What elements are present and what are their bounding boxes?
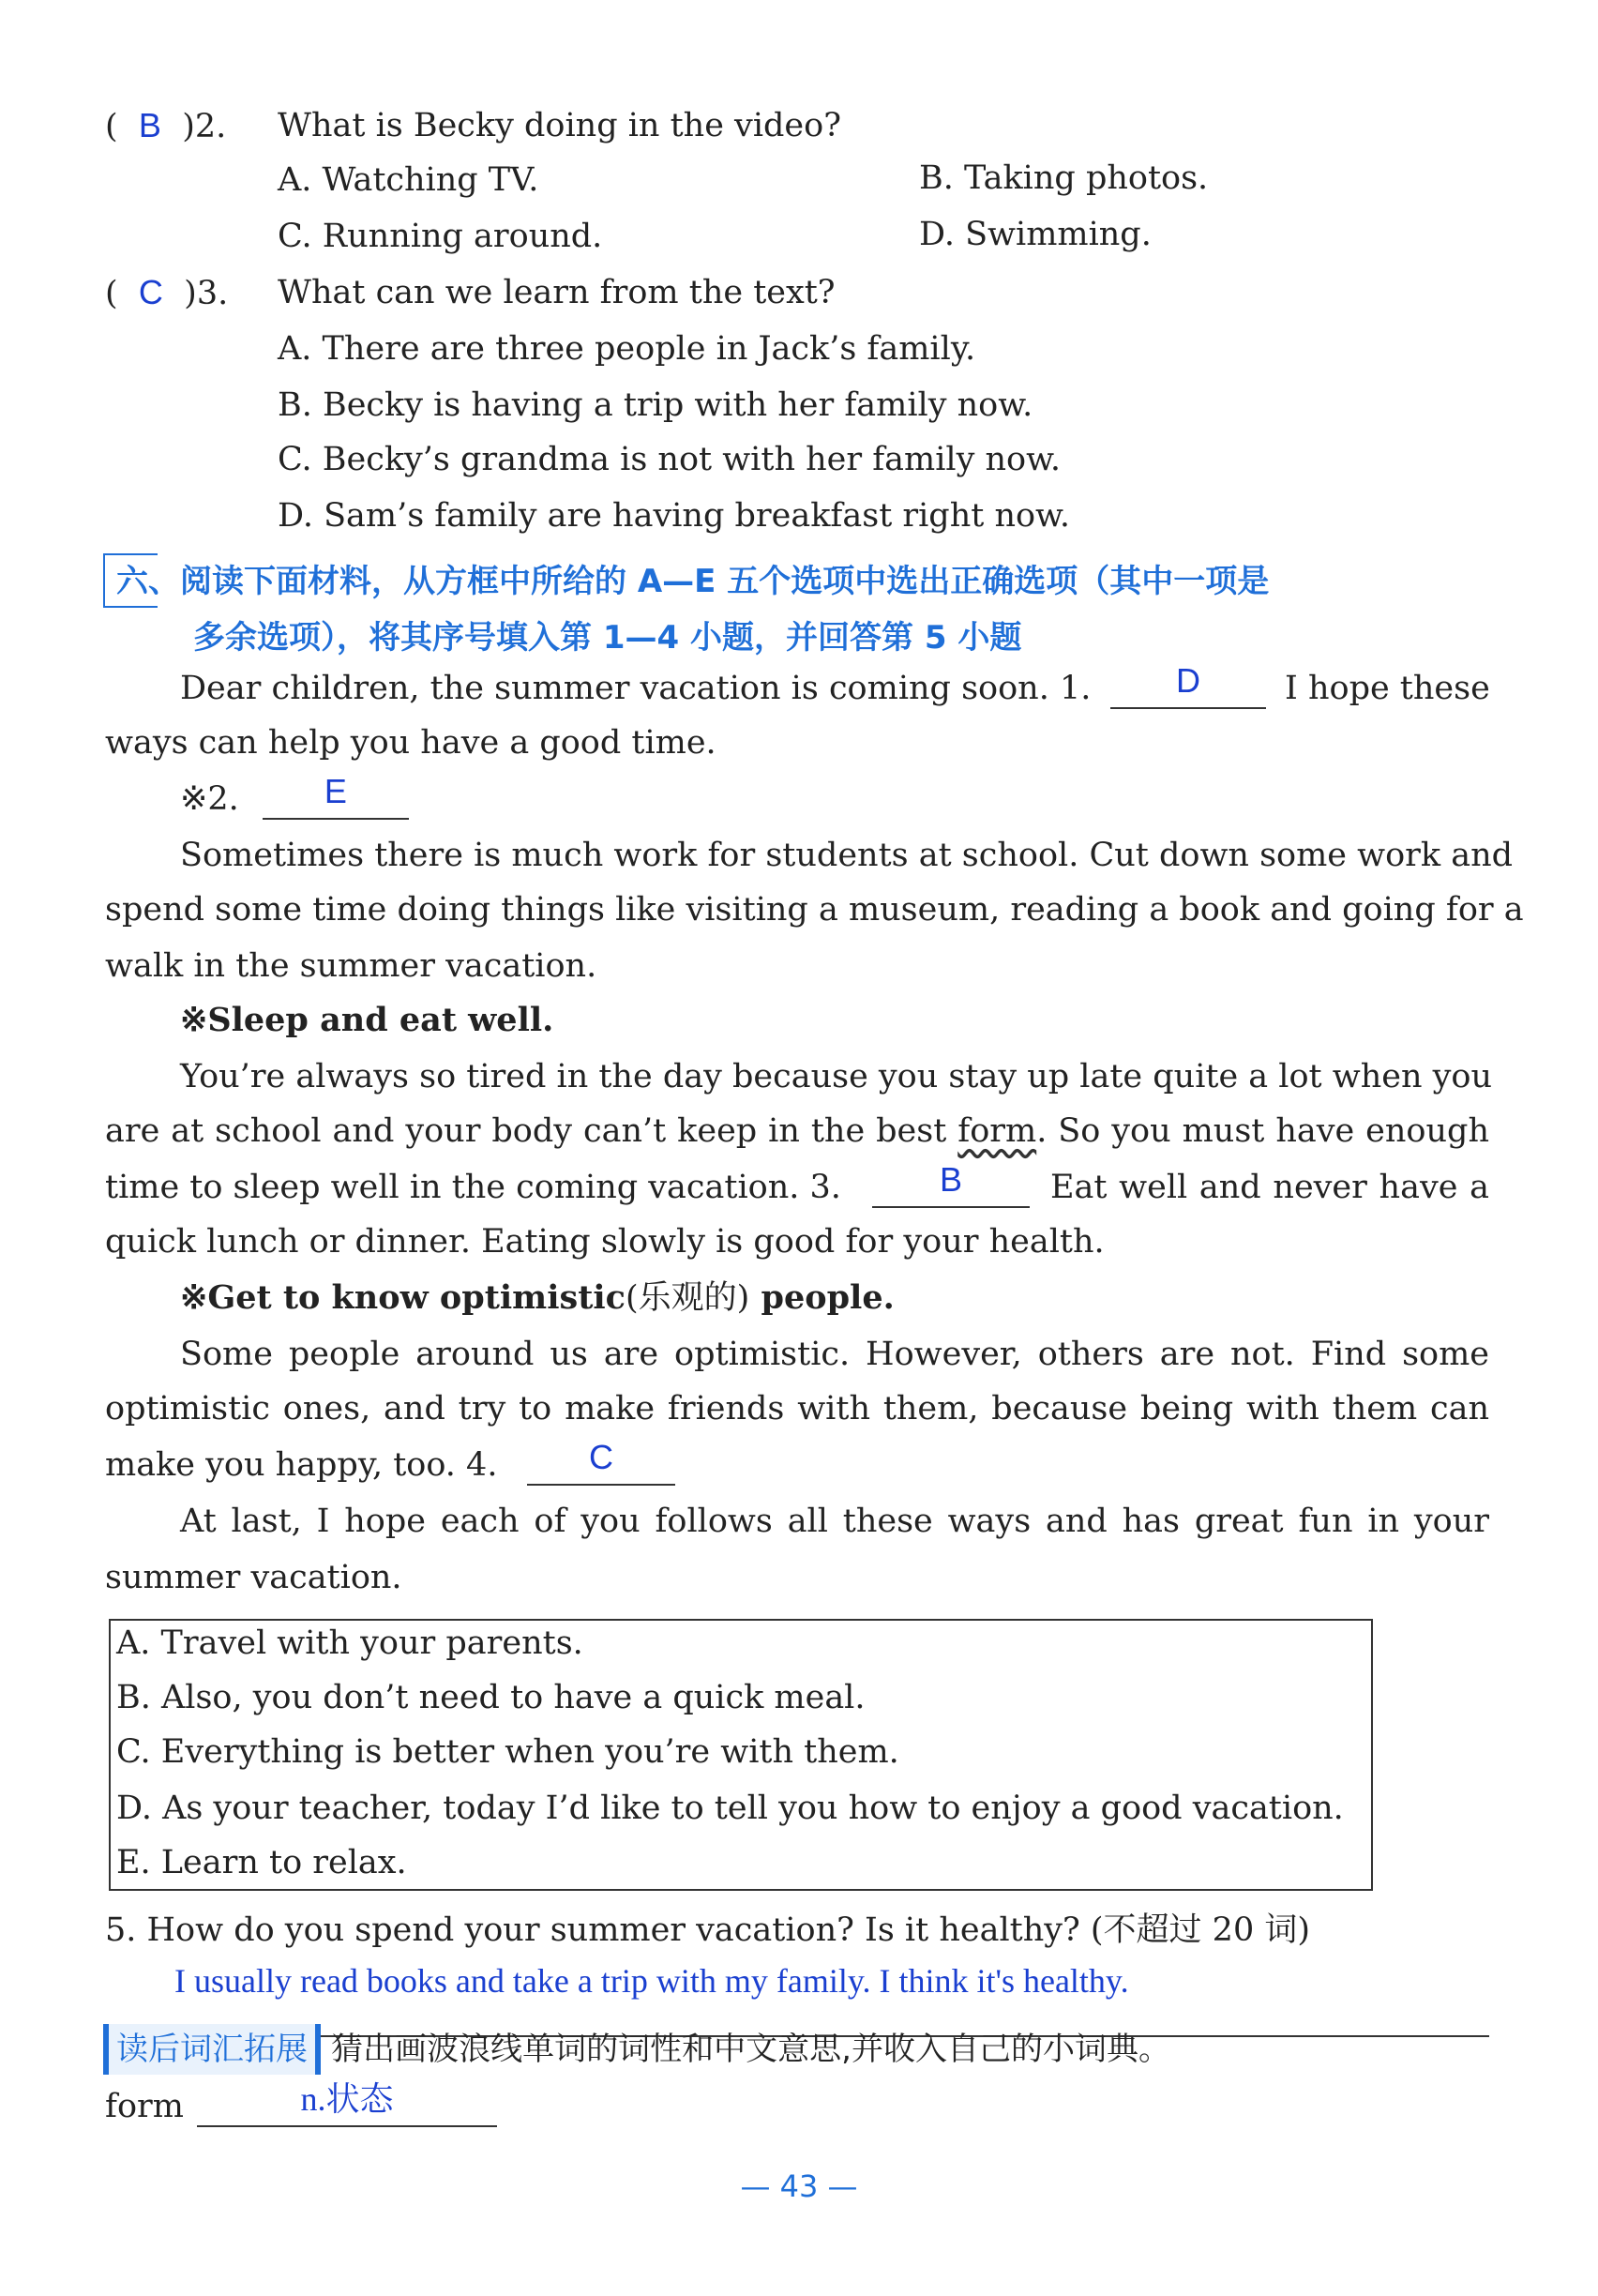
passage-line: Dear children, the summer vacation is coming soon. 1. — [180, 670, 1092, 707]
vocab-tag: 读后词汇拓展 — [103, 2024, 321, 2075]
answer-blank1: D — [1176, 661, 1200, 700]
passage-line: walk in the summer vacation. — [105, 947, 597, 985]
passage-line: quick lunch or dinner. Eating slowly is good for your health. — [105, 1223, 1105, 1261]
subheading-optimistic — [180, 1277, 895, 1319]
passage-line: Sometimes there is much work for students at school. Cut down some work and — [180, 837, 1514, 874]
passage-line: time to sleep well in the coming vacation. 3. — [105, 1169, 841, 1206]
text: people. — [761, 1278, 895, 1317]
option-c: C. Running around. — [278, 218, 603, 255]
option-box-c: C. Everything is better when you’re with them. — [116, 1733, 899, 1771]
blank-4 — [527, 1438, 675, 1486]
subheading-prefix: ※2. — [180, 780, 239, 818]
option-box-b: B. Also, you don’t need to have a quick meal. — [116, 1679, 866, 1716]
wavy-word-form: form — [957, 1112, 1037, 1150]
answer-q2: B — [138, 106, 161, 144]
passage-line: optimistic ones, and try to make friends with them, because being with them can — [105, 1390, 1489, 1427]
subheading-sleep: ※Sleep and eat well. — [180, 1001, 554, 1039]
passage-line — [105, 1110, 1489, 1152]
option-a: A. There are three people in Jack’s family. — [278, 330, 976, 368]
answer-blank2: E — [324, 772, 347, 810]
option-d: D. Sam’s family are having breakfast right now. — [278, 497, 1070, 535]
passage-line: I hope these — [1285, 670, 1490, 707]
question-number: )3. — [184, 275, 229, 312]
passage-line: Eat well and never have a — [1050, 1169, 1489, 1206]
question-5: 5. How do you spend your summer vacation? Is it healthy? (不超过 20 词) — [105, 1911, 1311, 1949]
page-number: — 43 — — [740, 2168, 858, 2204]
vocab-section — [103, 2024, 1170, 2075]
passage-line: spend some time doing things like visiting a museum, reading a book and going for a — [105, 891, 1524, 929]
option-box-d: D. As your teacher, today I’d like to tell you how to enjoy a good vacation. — [116, 1790, 1344, 1827]
passage-line: Some people around us are optimistic. However, others are not. Find some — [180, 1336, 1489, 1373]
text: (乐观的) — [625, 1279, 750, 1317]
text: ※Get to know optimistic — [180, 1278, 626, 1317]
option-b: B. Becky is having a trip with her family now. — [278, 386, 1033, 424]
subheading-2 — [180, 772, 409, 820]
blank-1 — [1110, 661, 1266, 709]
vocab-answer: n.状态 — [300, 2080, 394, 2118]
vocab-blank — [197, 2080, 497, 2127]
passage-line: At last, I hope each of you follows all these ways and has great fun in your — [180, 1503, 1489, 1540]
passage-line: You’re always so tired in the day because you stay up late quite a lot when you — [180, 1058, 1493, 1095]
option-b: B. Taking photos. — [919, 159, 1209, 197]
passage-line: summer vacation. — [105, 1559, 402, 1596]
question-number: )2. — [182, 108, 227, 145]
question-3: ( C )3. — [105, 273, 229, 312]
answer-q5: I usually read books and take a trip with my family. I think it's healthy. — [174, 1962, 1129, 2000]
option-a: A. Watching TV. — [278, 161, 539, 199]
text: are at school and your body can’t keep in the best — [105, 1112, 947, 1150]
blank-3 — [872, 1160, 1030, 1208]
option-d: D. Swimming. — [919, 216, 1152, 253]
question-text: What can we learn from the text? — [278, 274, 836, 311]
option-box-e: E. Learn to relax. — [116, 1844, 407, 1881]
text: . So you must have enough — [1036, 1112, 1489, 1150]
option-c: C. Becky’s grandma is not with her family now. — [278, 441, 1062, 478]
vocab-word: form — [105, 2088, 184, 2125]
option-box-a: A. Travel with your parents. — [116, 1624, 583, 1662]
vocab-instruction: 猜出画波浪线单词的词性和中文意思,并收入自己的小词典。 — [331, 2031, 1170, 2068]
answer-blank4: C — [589, 1438, 613, 1476]
question-2: ( B )2. — [105, 106, 227, 145]
section-heading-line1: 六、阅读下面材料，从方框中所给的 A—E 五个选项中选出正确选项（其中一项是 — [116, 563, 1270, 600]
answer-q3: C — [138, 273, 163, 311]
passage-line: make you happy, too. 4. — [105, 1446, 498, 1484]
section-heading-line2: 多余选项），将其序号填入第 1—4 小题，并回答第 5 小题 — [193, 619, 1022, 657]
passage-line: ways can help you have a good time. — [105, 724, 716, 762]
answer-blank3: B — [939, 1160, 962, 1199]
options-box — [109, 1619, 1373, 1891]
question-text: What is Becky doing in the video? — [278, 107, 841, 144]
